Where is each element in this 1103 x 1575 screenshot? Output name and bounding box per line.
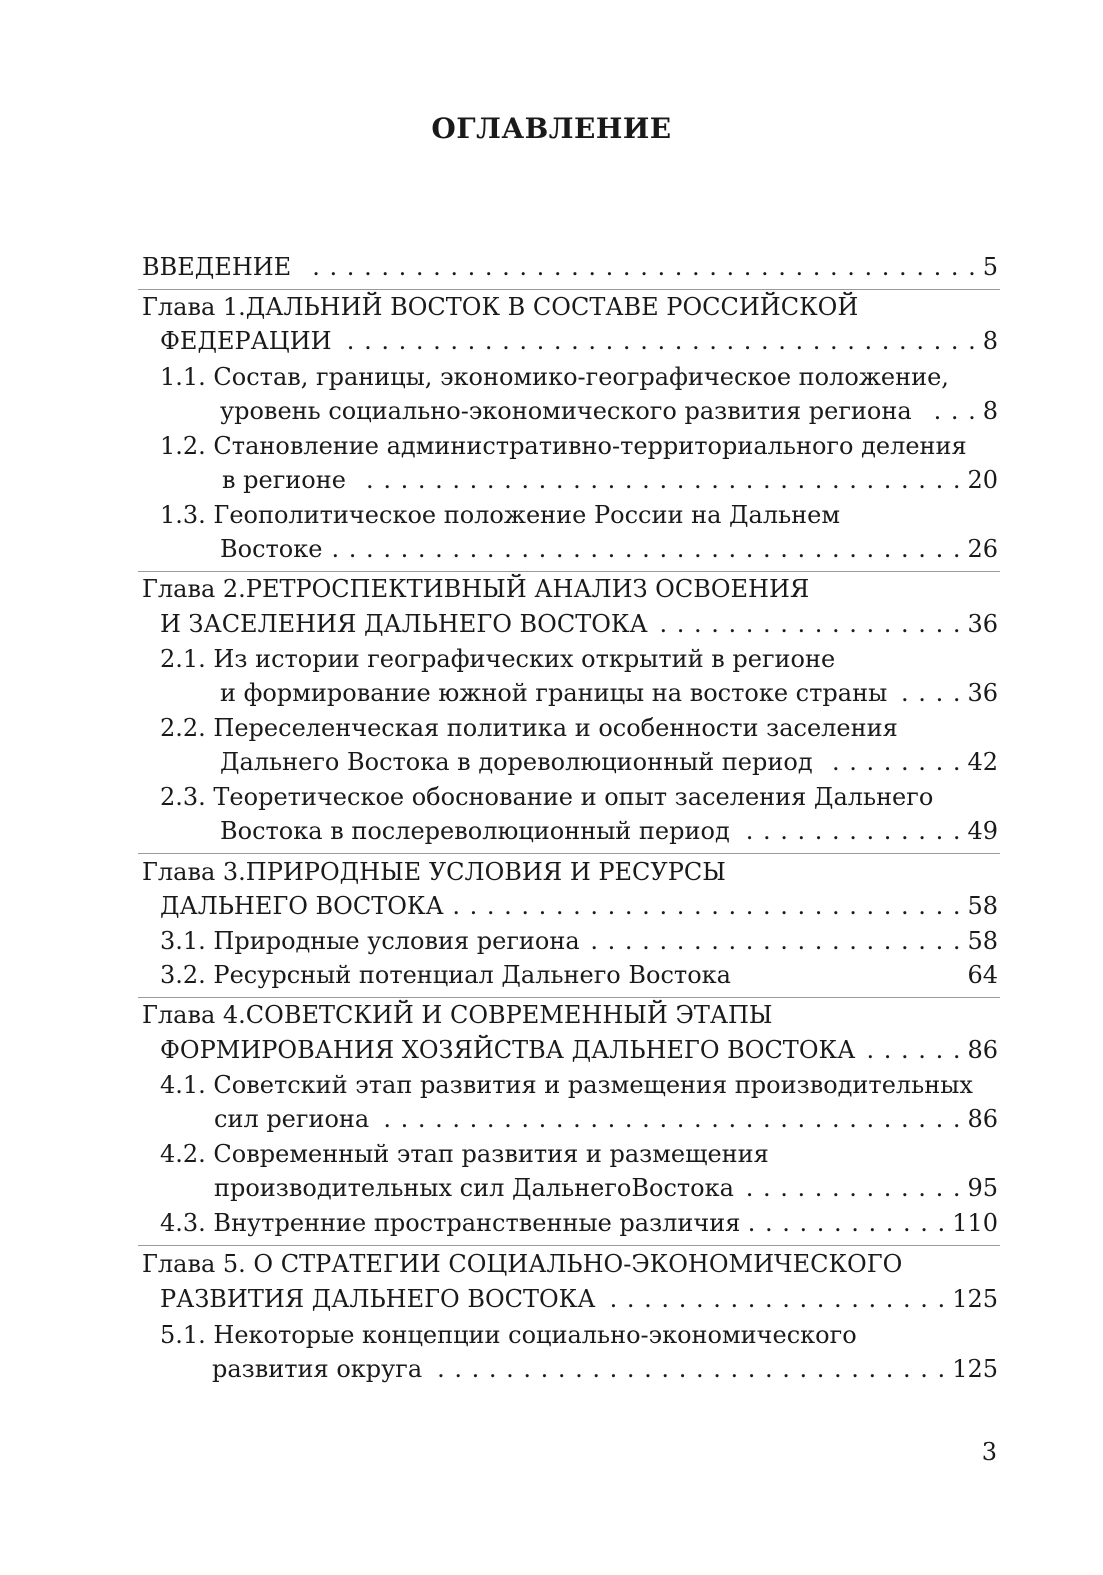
toc-entry-label: Дальнего Востока в дореволюционный период	[220, 748, 813, 776]
toc-entry-label: Востока в послереволюционный период	[220, 817, 730, 845]
toc-entry-page: 8	[982, 327, 998, 355]
toc-entry-label: в регионе	[222, 466, 346, 494]
toc-entry-page: 36	[967, 610, 998, 638]
toc-entry-page: 36	[967, 679, 998, 707]
toc-entry-page: 125	[952, 1355, 998, 1383]
toc-section-1-3-title[interactable]	[160, 498, 840, 532]
toc-section-1-1-title[interactable]	[160, 360, 949, 394]
divider	[138, 1245, 1000, 1246]
toc-entry-label: 1.3. Геополитическое положение России на Дальнем	[160, 501, 841, 529]
toc-entry-label: 1.1. Состав, границы, экономико-географическое положение,	[160, 363, 949, 391]
leader-dots	[750, 1206, 946, 1240]
toc-entry-label: 2.1. Из истории географических открытий в регионе	[160, 645, 836, 673]
leader-dots	[897, 676, 961, 710]
toc-section-2-2-title[interactable]	[160, 711, 898, 745]
leader-dots	[301, 250, 977, 284]
leader-dots	[865, 1033, 961, 1067]
page-title: ОГЛАВЛЕНИЕ	[431, 112, 672, 145]
leader-dots	[605, 1282, 946, 1316]
toc-entry-page: 95	[967, 1174, 998, 1202]
toc-entry-label: 2.2. Переселенческая политика и особенности заселения	[160, 714, 898, 742]
toc-entry-label: ФЕДЕРАЦИИ	[160, 327, 332, 355]
toc-entry-label: 4.1. Советский этап развития и размещения производительных	[160, 1071, 973, 1099]
toc-entry-label: Глава 4.СОВЕТСКИЙ И СОВРЕМЕННЫЙ ЭТАПЫ	[142, 1001, 773, 1029]
toc-entry-page: 42	[967, 748, 998, 776]
toc-chapter-4-continuation[interactable]	[160, 1033, 998, 1067]
toc-section-5-1-continuation[interactable]	[212, 1352, 998, 1386]
toc-entry-page: 125	[952, 1285, 998, 1313]
toc-entry-label: Глава 5. О СТРАТЕГИИ СОЦИАЛЬНО-ЭКОНОМИЧЕСКОГО	[142, 1250, 903, 1278]
toc-entry-label: уровень социально-экономического развития региона	[220, 397, 912, 425]
toc-section-2-3-continuation[interactable]	[220, 814, 998, 848]
toc-entry-label: Глава 3.ПРИРОДНЫЕ УСЛОВИЯ И РЕСУРСЫ	[142, 858, 726, 886]
toc-entry-page: 49	[967, 817, 998, 845]
toc-section-1-1-continuation[interactable]	[220, 394, 998, 428]
toc-entry-page: 58	[967, 927, 998, 955]
leader-dots	[922, 394, 977, 428]
toc-entry-page: 20	[967, 466, 998, 494]
leader-dots	[332, 532, 961, 566]
toc-entry-page: 64	[967, 961, 998, 989]
toc-entry-label: 5.1. Некоторые концепции социально-экономического	[160, 1321, 857, 1349]
toc-section-4-1-continuation[interactable]	[214, 1102, 998, 1136]
toc-section-4-2-title[interactable]	[160, 1137, 769, 1171]
toc-section-5-1-title[interactable]	[160, 1318, 857, 1352]
leader-dots	[658, 607, 962, 641]
divider	[138, 853, 1000, 854]
toc-entry-label: ВВЕДЕНИЕ	[142, 253, 292, 281]
toc-entry-label: ДАЛЬНЕГО ВОСТОКА	[160, 892, 444, 920]
toc-section-2-2-continuation[interactable]	[220, 745, 998, 779]
toc-entry-label: 2.3. Теоретическое обоснование и опыт заселения Дальнего	[160, 783, 934, 811]
page-number: 3	[981, 1438, 997, 1466]
toc-entry-page: 110	[952, 1209, 998, 1237]
toc-section-3-1[interactable]	[160, 924, 998, 958]
toc-chapter-2-title[interactable]	[142, 572, 809, 606]
toc-entry-introduction[interactable]	[142, 250, 998, 284]
toc-section-4-1-title[interactable]	[160, 1068, 973, 1102]
toc-entry-page: 86	[967, 1105, 998, 1133]
toc-chapter-1-title[interactable]	[142, 290, 858, 324]
toc-entry-label: 1.2. Становление административно-территориального деления	[160, 432, 967, 460]
toc-entry-label: 3.2. Ресурсный потенциал Дальнего Востока	[160, 961, 731, 989]
toc-chapter-5-title[interactable]	[142, 1247, 902, 1281]
toc-chapter-4-title[interactable]	[142, 998, 773, 1032]
toc-entry-label: РАЗВИТИЯ ДАЛЬНЕГО ВОСТОКА	[160, 1285, 596, 1313]
leader-dots	[823, 745, 962, 779]
leader-dots	[590, 924, 962, 958]
toc-section-1-2-continuation[interactable]	[222, 463, 998, 497]
toc-entry-label: и формирование южной границы на востоке страны	[220, 679, 888, 707]
leader-dots	[432, 1352, 946, 1386]
toc-section-3-2[interactable]	[160, 958, 998, 992]
toc-entry-label: Востоке	[220, 535, 323, 563]
toc-entry-label: 4.3. Внутренние пространственные различия	[160, 1209, 741, 1237]
toc-entry-label: сил региона	[214, 1105, 370, 1133]
toc-section-2-3-title[interactable]	[160, 780, 933, 814]
toc-entry-label: Глава 1.ДАЛЬНИЙ ВОСТОК В СОСТАВЕ РОССИЙСКОЙ	[142, 293, 859, 321]
toc-section-4-2-continuation[interactable]	[214, 1171, 998, 1205]
toc-entry-label: 3.1. Природные условия региона	[160, 927, 580, 955]
toc-entry-page: 5	[982, 253, 998, 281]
leader-dots	[379, 1102, 961, 1136]
toc-entry-label: 4.2. Современный этап развития и размещения	[160, 1140, 769, 1168]
toc-chapter-5-continuation[interactable]	[160, 1282, 998, 1316]
toc-chapter-3-continuation[interactable]	[160, 889, 998, 923]
leader-dots	[342, 324, 977, 358]
toc-section-1-2-title[interactable]	[160, 429, 967, 463]
toc-entry-label: развития округа	[212, 1355, 423, 1383]
leader-dots	[740, 814, 962, 848]
leader-dots	[744, 1171, 962, 1205]
toc-chapter-2-continuation[interactable]	[160, 607, 998, 641]
toc-entry-label: ФОРМИРОВАНИЯ ХОЗЯЙСТВА ДАЛЬНЕГО ВОСТОКА	[160, 1036, 856, 1064]
toc-section-2-1-continuation[interactable]	[220, 676, 998, 710]
toc-chapter-3-title[interactable]	[142, 855, 726, 889]
toc-section-2-1-title[interactable]	[160, 642, 835, 676]
toc-entry-label: Глава 2.РЕТРОСПЕКТИВНЫЙ АНАЛИЗ ОСВОЕНИЯ	[142, 575, 810, 603]
toc-entry-label: производительных сил ДальнегоВостока	[214, 1174, 734, 1202]
toc-section-1-3-continuation[interactable]	[220, 532, 998, 566]
leader-dots	[454, 889, 962, 923]
toc-section-4-3[interactable]	[160, 1206, 998, 1240]
toc-chapter-1-continuation[interactable]	[160, 324, 998, 358]
toc-entry-page: 58	[967, 892, 998, 920]
toc-entry-page: 26	[967, 535, 998, 563]
toc-entry-label: И ЗАСЕЛЕНИЯ ДАЛЬНЕГО ВОСТОКА	[160, 610, 648, 638]
toc-entry-page: 8	[982, 397, 998, 425]
leader-dots	[356, 463, 962, 497]
toc-entry-page: 86	[967, 1036, 998, 1064]
